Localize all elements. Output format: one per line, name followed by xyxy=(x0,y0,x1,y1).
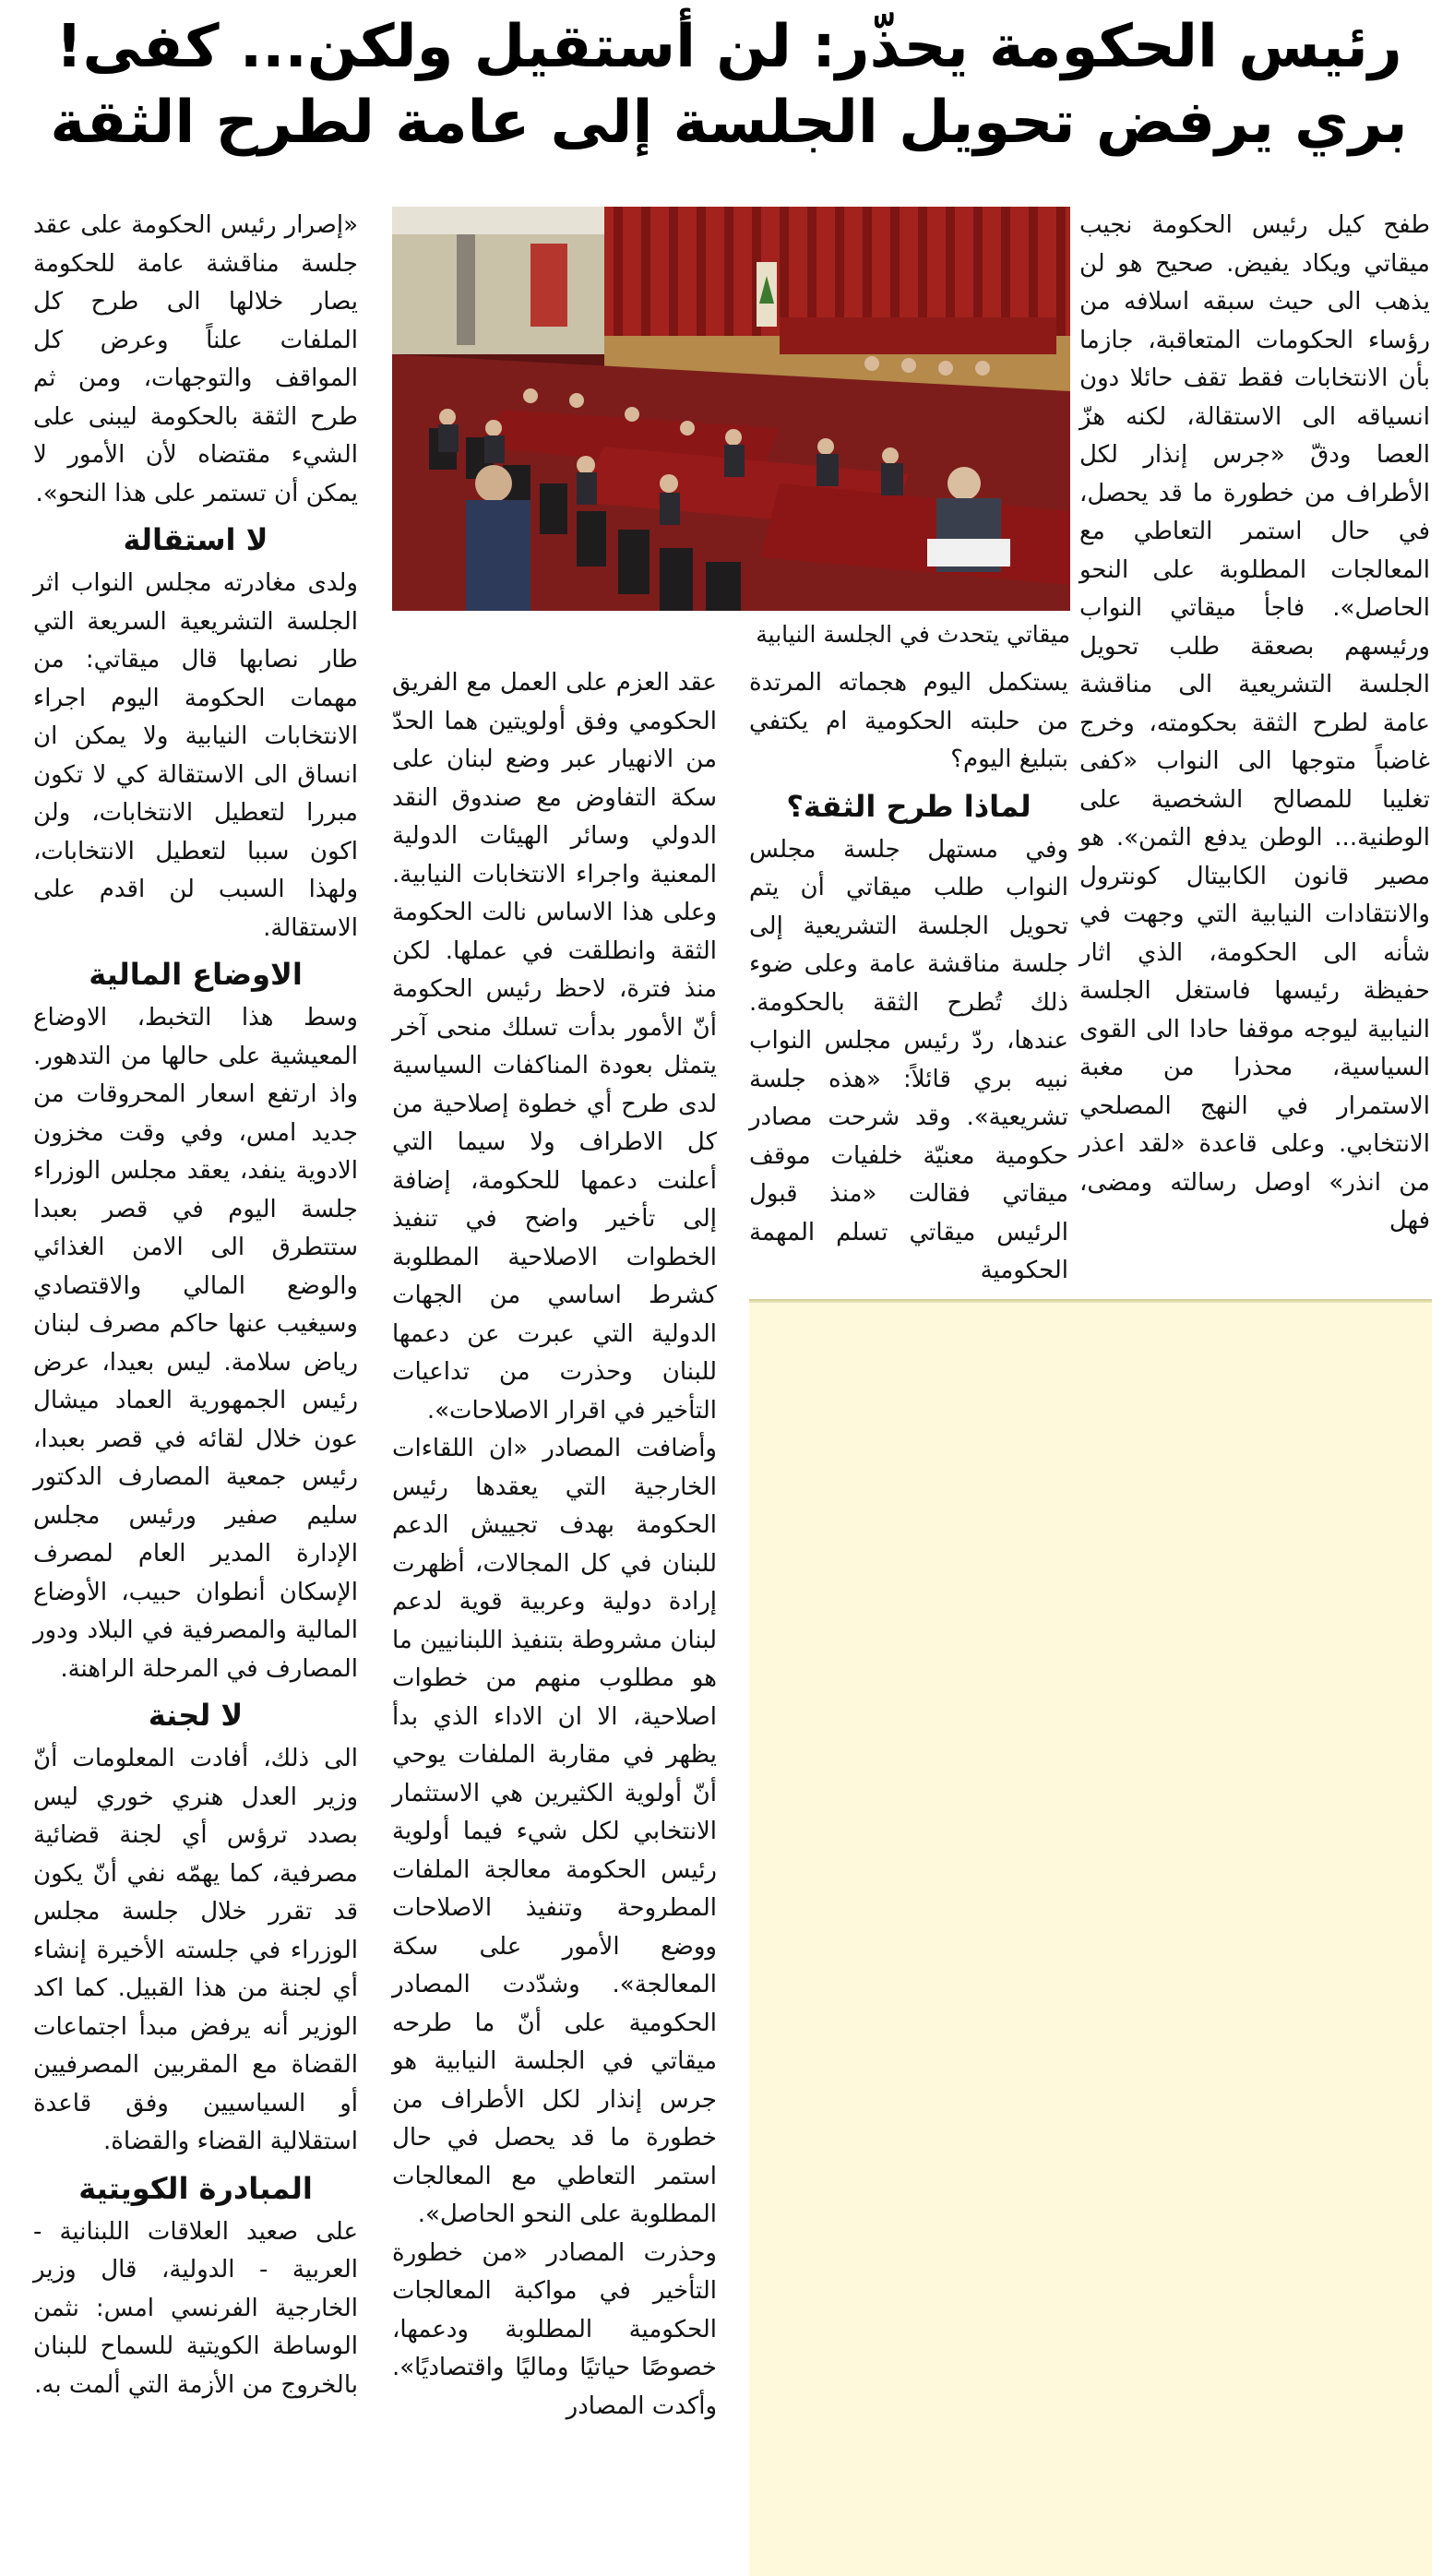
subheading: لا استقالة xyxy=(123,522,268,557)
subheading: لا لجنة xyxy=(148,1698,244,1733)
paragraph: الى ذلك، أفادت المعلومات أنّ وزير العدل هنري خوري ليس بصدد ترؤس أي لجنة قضائية مصرفية، كما يهمّه نفي أنّ يكون قد تقرر خلال جلسة مجلس الوزراء في جلسته الأخيرة إنشاء أي لجنة من هذا القبيل. كما اكد الوزير أنه يرفض مبدأ اجتماعات القضاة مع المقربين المصرفيين أو السياسيين وفق قاعدة استقلالية القضاء والقضاة. xyxy=(33,1745,358,2155)
subheading: المبادرة الكويتية xyxy=(78,2170,313,2206)
paragraph: وأضافت المصادر «ان اللقاءات الخارجية التي يعقدها رئيس الحكومة بهدف تجييش الدعم للبنان في كل المجالات، أظهرت إرادة دولية وعربية قوية لدعم لبنان مشروطة بتنفيذ اللبنانيين ما هو مطلوب منهم من خطوات اصلاحية، الا ان الاداء الذي بدأ يظهر في مقاربة الملفات يوحي أنّ أولوية الكثيرين هي الاستثمار الانتخابي لكل شيء فيما أولوية رئيس الحكومة معالجة الملفات المطروحة وتنفيذ الاصلاحات ووضع الأمور على سكة المعالجة». وشدّدت المصادر الحكومية على أنّ ما طرحه ميقاتي في الجلسة النيابية هو جرس إنذار لكل الأطراف من خطورة ما قد يحصل في حال استمر التعاطي مع المعالجات المطلوبة على النحو الحاصل». xyxy=(392,1435,717,2228)
subheading: لماذا طرح الثقة؟ xyxy=(786,788,1031,824)
paragraph: وفي مستهل جلسة مجلس النواب طلب ميقاتي أن يتم تحويل الجلسة التشريعية إلى جلسة مناقشة عامة وعلى ضوء ذلك تُطرح الثقة بالحكومة. عندها، ردّ رئيس مجلس النواب نبيه بري قائلاً: «هذه جلسة تشريعية». وقد شرحت مصادر حكومية معنيّة خلفيات موقف ميقاتي فقالت «منذ قبول الرئيس ميقاتي تسلم المهمة الحكومية xyxy=(749,835,1068,1284)
paragraph: ولدى مغادرته مجلس النواب اثر الجلسة التشريعية السريعة التي طار نصابها قال ميقاتي: من مهمات الحكومة اليوم اجراء الانتخابات النيابية ولا يمكن ان انساق الى الاستقالة كي لا تكون مبررا لتعطيل الانتخابات، ولن اكون سببا لتعطيل الانتخابات، ولهذا السبب لن اقدم على الاستقالة. xyxy=(33,569,358,942)
article-column-2 xyxy=(749,664,1068,1291)
article-column-1 xyxy=(1079,207,1430,1241)
blank-ad-space xyxy=(749,1301,1432,2576)
subheading: الاوضاع المالية xyxy=(89,957,303,992)
parliament-session-photo xyxy=(392,207,1070,611)
headline xyxy=(37,9,1421,161)
paragraph: «إصرار رئيس الحكومة على عقد جلسة مناقشة عامة للحكومة يصار خلالها الى طرح كل الملفات علناً وعرض كل المواقف والتوجهات، ومن ثم طرح الثقة بالحكومة ليبنى على الشيء مقتضاه لأن الأمور لا يمكن أن تستمر على هذا النحو». xyxy=(33,211,358,507)
headline-line-2: بري يرفض تحويل الجلسة إلى عامة لطرح الثقة xyxy=(50,89,1408,157)
article-column-4 xyxy=(33,207,358,2404)
paragraph: طفح كيل رئيس الحكومة نجيب ميقاتي ويكاد يفيض. صحيح هو لن يذهب الى حيث سبقه اسلافه من رؤساء الحكومات المتعاقبة، جازما بأن الانتخابات فقط تقف حائلا دون انسياقه الى الاستقالة، لكنه هزّ العصا ودقّ «جرس إنذار لكل الأطراف من خطورة ما قد يحصل، في حال استمر التعاطي مع المعالجات المطلوبة على النحو الحاصل». فاجأ ميقاتي النواب ورئيسهم بصعقة طلب تحويل الجلسة التشريعية الى مناقشة عامة لطرح الثقة بحكومته، وخرج غاضباً متوجها الى النواب «كفى تغليبا للمصالح الشخصية على الوطنية... الوطن يدفع الثمن». هو مصير قانون الكابيتال كونترول والانتقادات النيابية التي وجهت في شأنه الى الحكومة، الذي اثار حفيظة رئيسها فاستغل الجلسة النيابية ليوجه موقفا حادا الى القوى السياسية، محذرا من مغبة الاستمرار في النهج المصلحي الانتخابي. وعلى قاعدة «لقد اعذر من انذر» اوصل رسالته ومضى، فهل xyxy=(1079,211,1430,1234)
article-column-3 xyxy=(392,664,717,2426)
photo-illustration xyxy=(392,207,1070,611)
paragraph: يستكمل اليوم هجماته المرتدة من حلبته الحكومية ام يكتفي بتبليغ اليوم؟ xyxy=(749,669,1068,773)
paragraph: عقد العزم على العمل مع الفريق الحكومي وفق أولويتين هما الحدّ من الانهيار عبر وضع لبنان على سكة التفاوض مع صندوق النقد الدولي وسائر الهيئات الدولية المعنية واجراء الانتخابات النيابية. وعلى هذا الاساس نالت الحكومة الثقة وانطلقت في عملها. لكن منذ فترة، لاحظ رئيس الحكومة أنّ الأمور بدأت تسلك منحى آخر يتمثل بعودة المناكفات السياسية لدى طرح أي خطوة إصلاحية من كل الاطراف ولا سيما التي أعلنت دعمها للحكومة، إضافة إلى تأخير واضح في تنفيذ الخطوات الاصلاحية المطلوبة كشرط اساسي من الجهات الدولية التي عبرت عن دعمها للبنان وحذرت من تداعيات التأخير في اقرار الاصلاحات». xyxy=(392,669,717,1425)
headline-line-1: رئيس الحكومة يحذّر: لن أستقيل ولكن... كفى! xyxy=(55,13,1402,81)
photo-caption: ميقاتي يتحدث في الجلسة النيابية xyxy=(756,621,1070,648)
paragraph: وسط هذا التخبط، الاوضاع المعيشية على حالها من التدهور. واذ ارتفع اسعار المحروقات من جديد امس، وفي وقت مخزون الادوية ينفد، يعقد مجلس الوزراء جلسة اليوم في قصر بعبدا ستتطرق الى الامن الغذائي والوضع المالي والاقتصادي وسيغيب عنها حاكم مصرف لبنان رياض سلامة. ليس بعيدا، عرض رئيس الجمهورية العماد ميشال عون خلال لقائه في قصر بعبدا، رئيس جمعية المصارف الدكتور سليم صفير ورئيس مجلس الإدارة المدير العام لمصرف الإسكان أنطوان حبيب، الأوضاع المالية والمصرفية في البلاد ودور المصارف في المرحلة الراهنة. xyxy=(33,1004,358,1683)
paragraph: وحذرت المصادر «من خطورة التأخير في مواكبة المعالجات الحكومية المطلوبة ودعمها، خصوصًا حياتيًا وماليًا واقتصاديًا». وأكدت المصادر xyxy=(392,2238,717,2420)
paragraph: على صعيد العلاقات اللبنانية - العربية - الدولية، قال وزير الخارجية الفرنسي امس: نثمن الوساطة الكويتية للسماح للبنان بالخروج من الأزمة التي ألمت به. xyxy=(33,2217,358,2399)
